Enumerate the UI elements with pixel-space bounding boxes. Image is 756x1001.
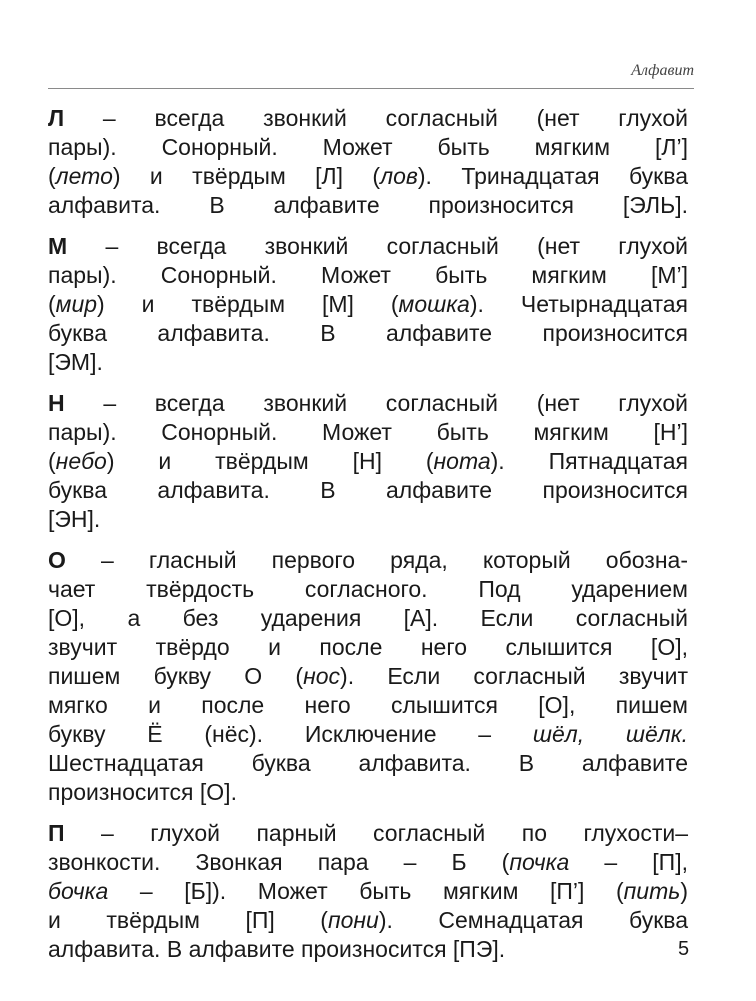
text-line [48, 476, 688, 505]
entry-letter: Н [48, 390, 65, 416]
text-line [48, 319, 688, 348]
text-fragment: ( [48, 448, 56, 474]
text-line [48, 191, 688, 220]
running-header [48, 60, 694, 89]
text-line [48, 877, 688, 906]
text-fragment: пары). Сонорный. Может быть мягким [Н’] [48, 419, 688, 445]
text-line [48, 418, 688, 447]
example-word: почка [509, 849, 570, 875]
text-fragment: ). Тринадцатая буква [417, 163, 688, 189]
text-fragment: звонкости. Звонкая пара – Б ( [48, 849, 510, 875]
text-fragment: – [П], [569, 849, 688, 875]
text-fragment: пары). Сонорный. Может быть мягким [Л’] [48, 134, 688, 160]
text-fragment: ) и твёрдым [М] ( [97, 291, 399, 317]
example-word: нота [433, 448, 491, 474]
text-line [48, 133, 688, 162]
letter-entry [48, 389, 688, 534]
text-line [48, 633, 688, 662]
text-line [48, 546, 688, 575]
text-line [48, 575, 688, 604]
text-fragment: – глухой парный согласный по глухости– [64, 820, 688, 846]
text-fragment: ) [680, 878, 688, 904]
running-header-title: Алфавит [631, 62, 694, 79]
example-word: пить [623, 878, 681, 904]
text-fragment: ). Пятнадцатая [490, 448, 688, 474]
text-line [48, 906, 688, 935]
text-fragment: мягко и после него слышится [О], пишем [48, 692, 688, 718]
text-line [48, 290, 688, 319]
text-line [48, 662, 688, 691]
text-fragment: Шестнадцатая буква алфавита. В алфавите [48, 750, 688, 776]
entry-letter: М [48, 233, 68, 259]
entry-letter: О [48, 547, 66, 573]
text-line [48, 104, 688, 133]
text-line [48, 348, 688, 377]
text-fragment: ). Если согласный звучит [340, 663, 688, 689]
text-fragment: [О], а без ударения [А]. Если согласный [48, 605, 688, 631]
text-fragment: ). Семнадцатая буква [378, 907, 689, 933]
text-fragment: ( [48, 291, 56, 317]
text-line [48, 819, 688, 848]
text-fragment: алфавита. В алфавите произносится [ПЭ]. [48, 936, 506, 962]
text-fragment: – всегда звонкий согласный (нет глухой [67, 233, 688, 259]
letter-entry [48, 232, 688, 377]
example-word: нос [303, 663, 341, 689]
page-content [48, 104, 688, 976]
text-line [48, 604, 688, 633]
text-fragment: ) и твёрдым [Л] ( [112, 163, 381, 189]
page-number: 5 [678, 938, 690, 960]
text-line [48, 720, 688, 749]
text-fragment: ( [48, 163, 56, 189]
letter-entry [48, 546, 688, 807]
example-word: пони [327, 907, 379, 933]
text-fragment: [ЭМ]. [48, 349, 103, 375]
text-line [48, 447, 688, 476]
example-word: небо [55, 448, 107, 474]
letter-entry [48, 104, 688, 220]
example-word: лето [55, 163, 113, 189]
text-fragment: букву Ё (нёс). Исключение – [48, 721, 533, 747]
text-fragment: – гласный первого ряда, который обозна- [65, 547, 688, 573]
text-line [48, 778, 688, 807]
letter-entry [48, 819, 688, 964]
text-fragment: ) и твёрдым [Н] ( [106, 448, 434, 474]
text-fragment: – [Б]). Может быть мягким [П’] ( [108, 878, 624, 904]
text-line [48, 162, 688, 191]
entry-letter: П [48, 820, 65, 846]
text-line [48, 749, 688, 778]
text-line [48, 505, 688, 534]
text-fragment: звучит твёрдо и после него слышится [О], [48, 634, 688, 660]
example-word: бочка [48, 878, 109, 904]
text-fragment: – всегда звонкий согласный (нет глухой [64, 105, 688, 131]
text-fragment: чает твёрдость согласного. Под ударением [48, 576, 688, 602]
text-line [48, 848, 688, 877]
text-fragment: буква алфавита. В алфавите произносится [48, 320, 688, 346]
example-word: шёл, шёлк. [532, 721, 688, 747]
text-line [48, 691, 688, 720]
text-fragment: [ЭН]. [48, 506, 101, 532]
entry-letter: Л [48, 105, 65, 131]
text-line [48, 389, 688, 418]
text-fragment: пары). Сонорный. Может быть мягким [М’] [48, 262, 688, 288]
text-fragment: пишем букву О ( [48, 663, 304, 689]
text-fragment: произносится [О]. [48, 779, 237, 805]
text-line [48, 232, 688, 261]
text-fragment: алфавита. В алфавите произносится [ЭЛЬ]. [48, 192, 688, 218]
example-word: мошка [398, 291, 470, 317]
example-word: мир [55, 291, 98, 317]
text-fragment: и твёрдым [П] ( [48, 907, 328, 933]
text-line [48, 935, 688, 964]
text-fragment: буква алфавита. В алфавите произносится [48, 477, 688, 503]
text-fragment: ). Четырнадцатая [469, 291, 688, 317]
text-line [48, 261, 688, 290]
example-word: лов [380, 163, 418, 189]
text-fragment: – всегда звонкий согласный (нет глухой [64, 390, 688, 416]
